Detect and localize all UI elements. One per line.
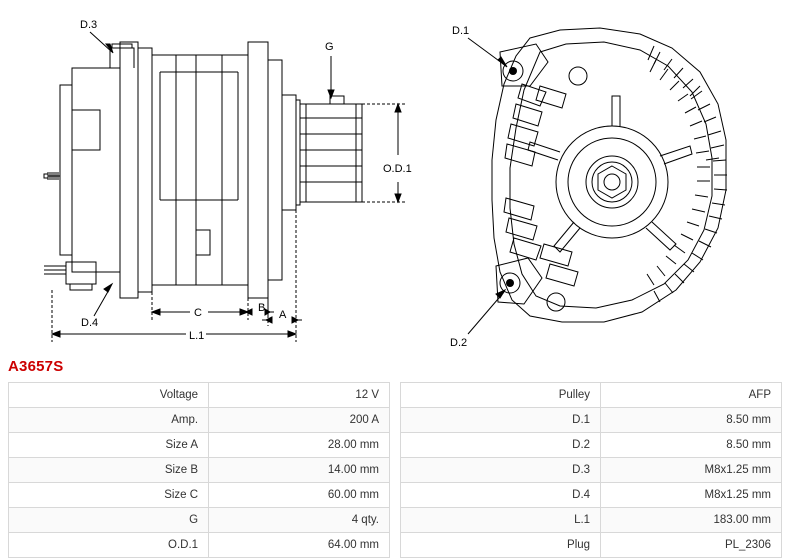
label-b: B	[258, 302, 266, 314]
spec-value: AFP	[601, 383, 782, 408]
spec-label: D.4	[401, 483, 601, 508]
spec-label: O.D.1	[9, 533, 209, 558]
spec-label: Size A	[9, 433, 209, 458]
spec-value: 60.00 mm	[209, 483, 390, 508]
table-row	[401, 508, 782, 533]
label-d4: D.4	[81, 317, 99, 329]
spec-label: D.2	[401, 433, 601, 458]
spec-value: 8.50 mm	[601, 433, 782, 458]
spec-label: Size C	[9, 483, 209, 508]
label-c: C	[194, 307, 202, 319]
spec-value: 64.00 mm	[209, 533, 390, 558]
label-d2: D.2	[450, 337, 468, 349]
spec-value: 183.00 mm	[601, 508, 782, 533]
label-a: A	[279, 309, 287, 321]
spec-value: 28.00 mm	[209, 433, 390, 458]
table-row	[401, 433, 782, 458]
table-row	[9, 483, 390, 508]
spec-label: D.1	[401, 408, 601, 433]
spec-label: L.1	[401, 508, 601, 533]
table-row	[401, 483, 782, 508]
spec-label: Plug	[401, 533, 601, 558]
spec-label: D.3	[401, 458, 601, 483]
table-row	[9, 433, 390, 458]
table-row	[9, 508, 390, 533]
spec-value: 200 A	[209, 408, 390, 433]
label-g: G	[325, 41, 334, 53]
table-row	[9, 458, 390, 483]
table-row	[9, 383, 390, 408]
spec-value: 8.50 mm	[601, 408, 782, 433]
part-number: A3657S	[8, 358, 64, 375]
table-row	[401, 533, 782, 558]
table-row	[401, 408, 782, 433]
spec-value: 14.00 mm	[209, 458, 390, 483]
table-row	[9, 408, 390, 433]
table-row	[401, 383, 782, 408]
spec-label: Pulley	[401, 383, 601, 408]
spec-label: G	[9, 508, 209, 533]
spec-label: Voltage	[9, 383, 209, 408]
spec-value: 12 V	[209, 383, 390, 408]
spec-table-right	[400, 382, 782, 558]
spec-value: M8x1.25 mm	[601, 458, 782, 483]
label-d1: D.1	[452, 25, 470, 37]
table-row	[9, 533, 390, 558]
spec-label: Size B	[9, 458, 209, 483]
label-od1: O.D.1	[383, 163, 412, 175]
spec-value: M8x1.25 mm	[601, 483, 782, 508]
spec-table-left	[8, 382, 390, 558]
label-d3: D.3	[80, 19, 98, 31]
spec-label: Amp.	[9, 408, 209, 433]
spec-value: PL_2306	[601, 533, 782, 558]
spec-value: 4 qty.	[209, 508, 390, 533]
label-l1: L.1	[189, 330, 205, 342]
table-row	[401, 458, 782, 483]
specifications	[8, 382, 782, 558]
